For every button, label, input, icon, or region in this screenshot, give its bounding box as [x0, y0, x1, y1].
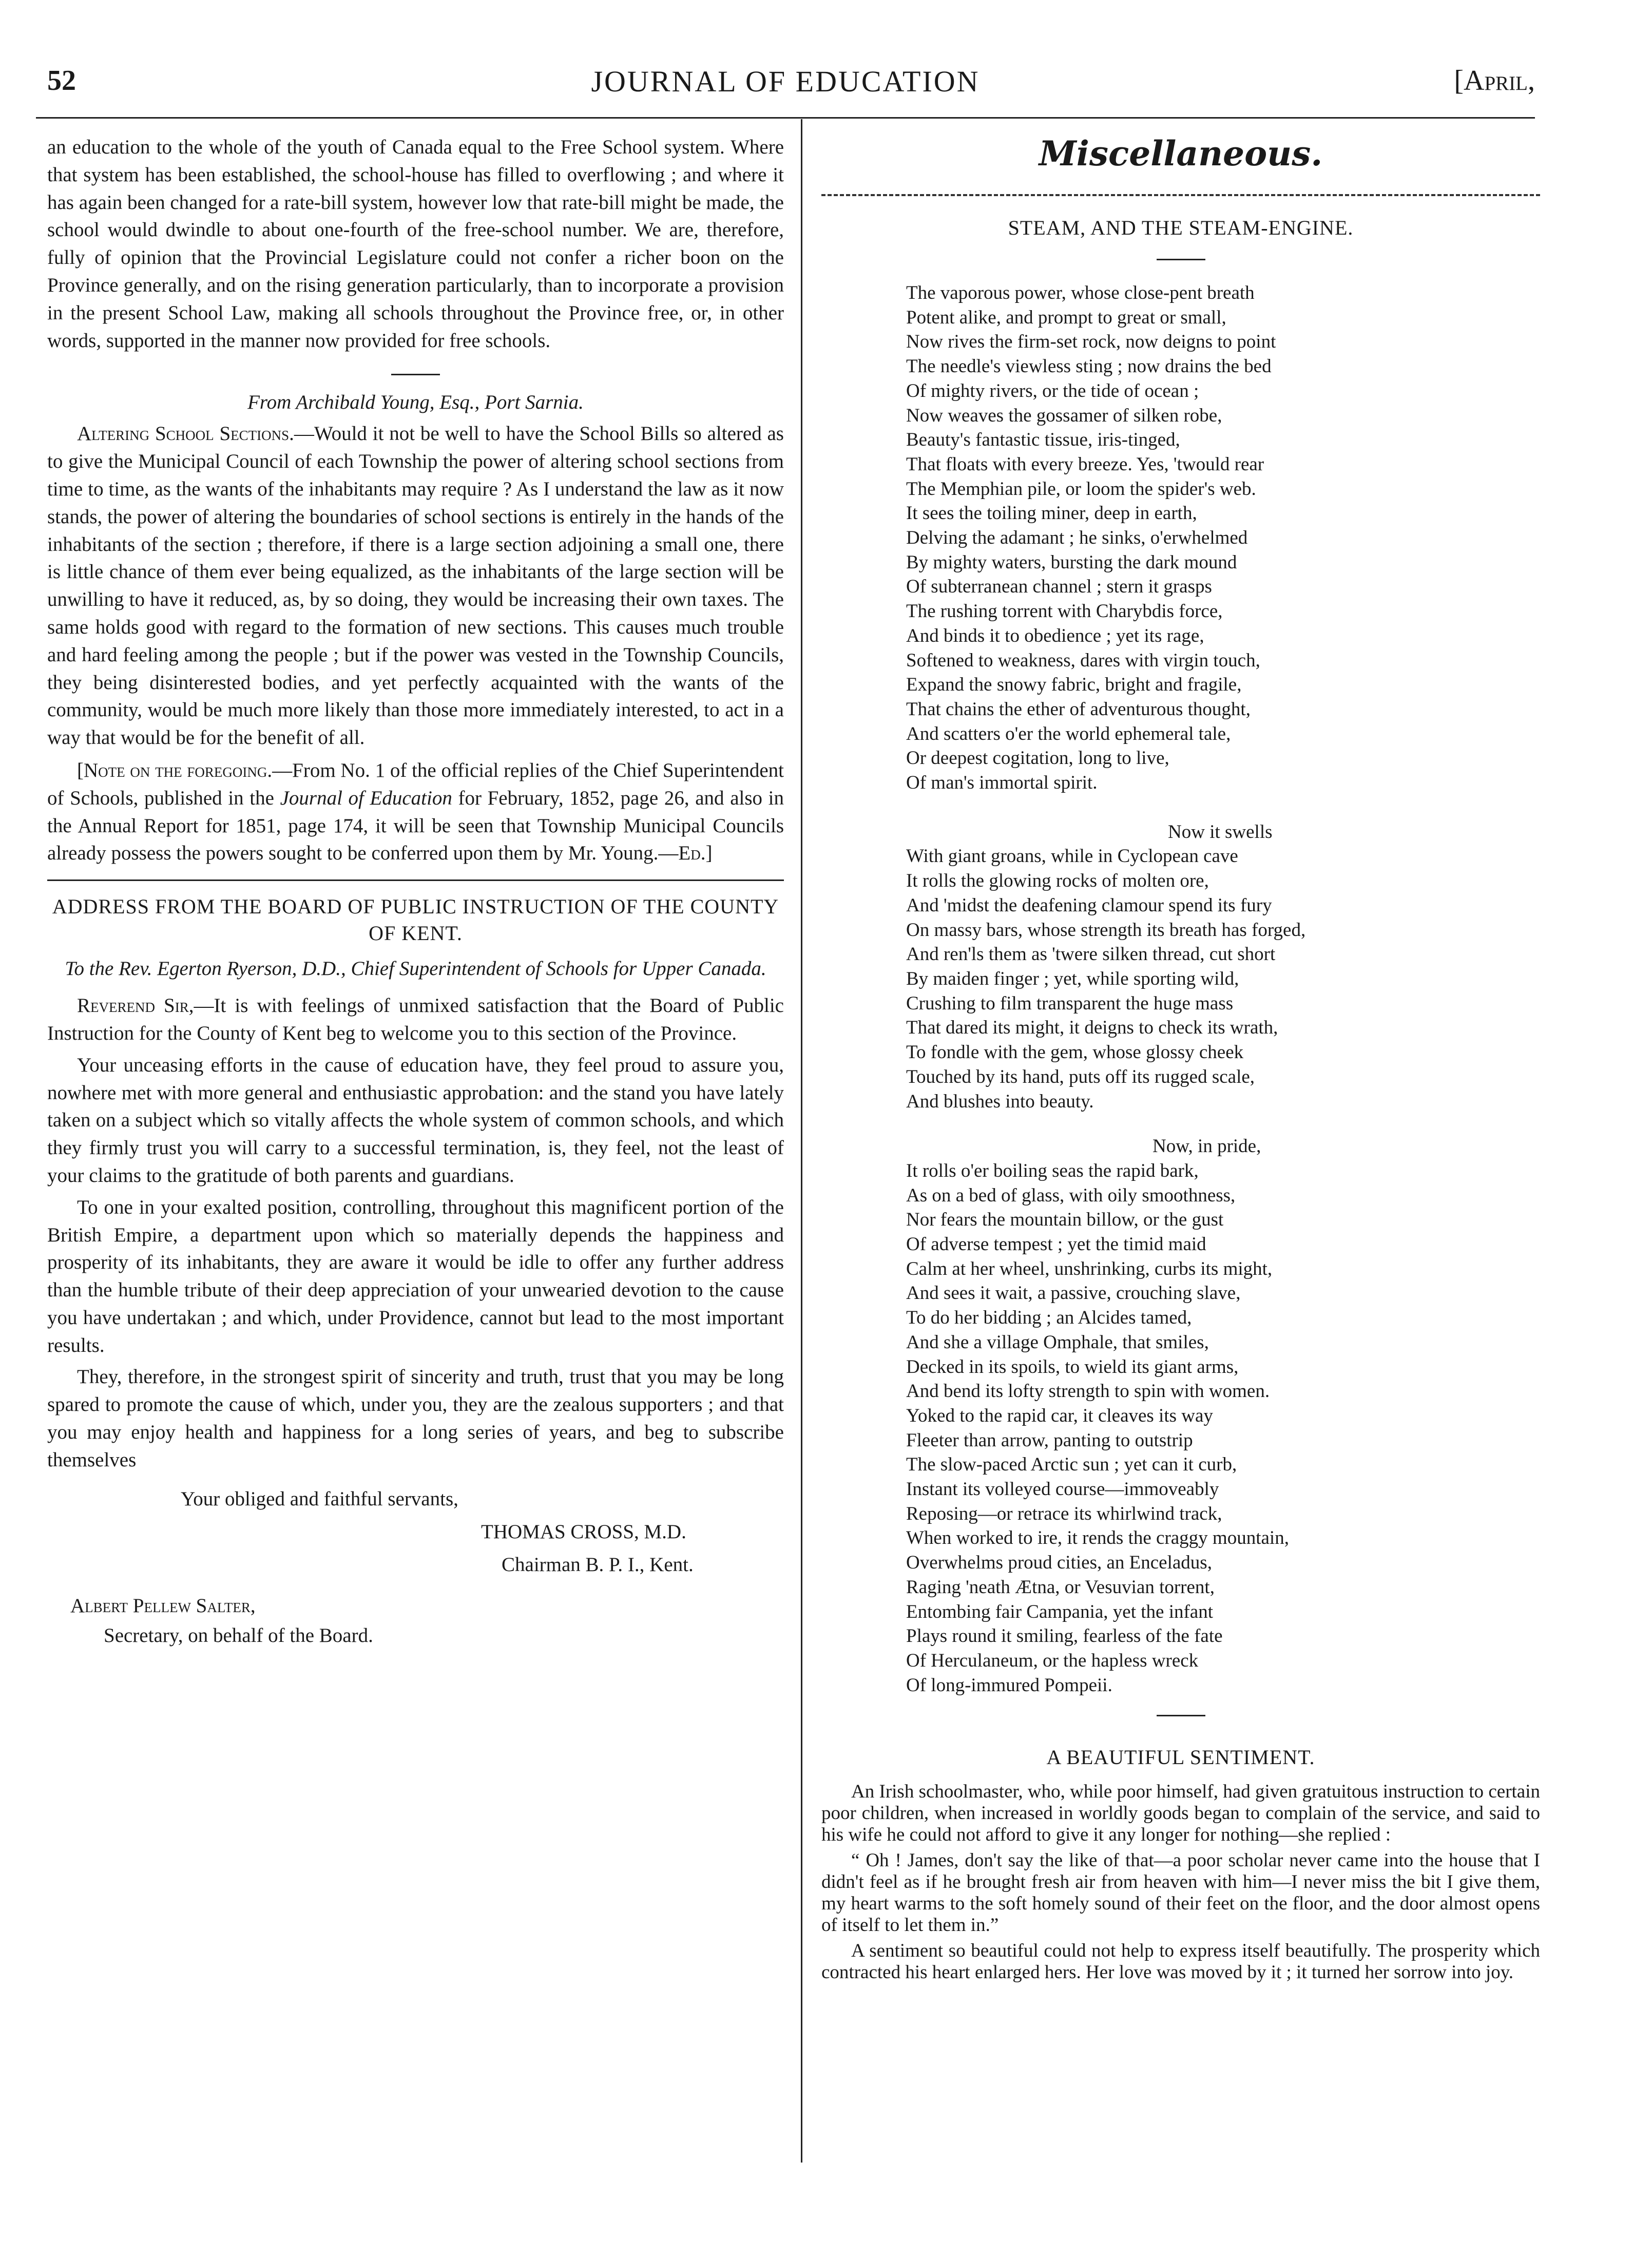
poem-stanza-1: The vaporous power, whose close-pent breath Potent alike, and prompt to great or small, Now rives the firm-set rock, now deigns to point The needle's viewless sting ; now drains the bed Of mighty rivers, or the tide of ocean ; Now weaves the gossamer of silken robe, Beauty's fantastic tissue, iris-tinged, That floats with every breeze. Yes, 'twould rear The Memphian pile, or loom the spider's web. It sees the toiling miner, deep in earth, Delving the adamant ; he sinks, o'erwhelmed By mighty waters, bursting the dark mound Of subterranean channel ; stern it grasps The rushing torrent with Charybdis force, And binds it to obedience ; yet its rage, Softened to weakness, dares with virgin touch, Expand the snowy fabric, bright and fragile, That chains the ether of adventurous thought, And scatters o'er the world ephemeral tale, Or deepest cogitation, long to live, Of man's immortal spirit.	[906, 282, 1276, 794]
sentiment-paragraph-3: A sentiment so beautiful could not help to express itself beautifully. The prosperity which contracted his heart enlarged hers. Her love was moved by it ; it turned her sorrow into joy.	[821, 1940, 1540, 1983]
poem-stanza-3-opening: Now, in pride,	[1152, 1136, 1261, 1157]
address-heading: ADDRESS FROM THE BOARD OF PUBLIC INSTRUCTION OF THE COUNTY OF KENT.	[52, 895, 779, 945]
page-header	[36, 64, 1535, 113]
poem-stanza-2: With giant groans, while in Cyclopean cave It rolls the glowing rocks of molten ore, And 'midst the deafening clamour spend its fury On massy bars, whose strength its breath has forged, And ren'ls them as 'twere silken thread, cut short By maiden finger ; yet, while sporting wild, Crushing to film transparent the huge mass That dared its might, it deigns to check its wrath, To fondle with the gem, whose glossy cheek Touched by its hand, puts off its rugged scale, And blushes into beauty.	[906, 846, 1306, 1112]
poem-end-rule	[1157, 1715, 1205, 1716]
address-paragraph-2: Your unceasing efforts in the cause of education have, they feel proud to assure you, nowhere met with more general and enthusiastic approbation: and the stand you have lately taken on a subject which so vitally affects the whole system of common schools, and which they firmly trust you will carry to a successful termination, is, they feel, not the least of your claims to the gratitude of both parents and guardians.	[47, 1054, 784, 1187]
sentiment-title: A BEAUTIFUL SENTIMENT.	[1046, 1746, 1315, 1769]
journal-title: JOURNAL OF EDUCATION	[591, 65, 980, 98]
sentiment-paragraph-1: An Irish schoolmaster, who, while poor himself, had given gratuitous instruction to certain poor children, when increased in worldly goods began to complain of the service, and said to his wife he could not afford to give it any longer for nothing—she replied :	[821, 1781, 1540, 1846]
address-dedication: To the Rev. Egerton Ryerson, D.D., Chief Superintendent of Schools for Upper Canada.	[65, 958, 766, 980]
poem-stanza-2-opening: Now it swells	[1168, 821, 1273, 843]
note-bracket-close: ]	[705, 842, 713, 865]
section-rule	[391, 374, 440, 375]
right-column	[821, 133, 1540, 1983]
letter-lead-in: Altering School Sections.	[77, 423, 294, 445]
opening-paragraph: an education to the whole of the youth of Canada equal to the Free School system. Where that system has been established, the school-house has filled to overflowing ; and where it has again been changed for a rate-bill system, however low that rate-bill might be made, the school would dwindle to about one-fourth of the free-school number. We are, therefore, fully of opinion that the Provincial Legislature could not confer a richer boon on the Province generally, and on the rising generation particularly, than to incorporate a provision in the present School Law, making all schools throughout the Province free, or, in other words, supported in the manner now provided for free schools.	[47, 136, 784, 352]
left-column	[47, 133, 784, 1650]
column-divider	[801, 119, 802, 2163]
secretary-title: Secretary, on behalf of the Board.	[104, 1624, 373, 1647]
miscellaneous-rule	[821, 194, 1540, 196]
miscellaneous-heading: Miscellaneous.	[1039, 133, 1323, 174]
signer-name: THOMAS CROSS, M.D.	[481, 1520, 686, 1543]
address-paragraph-1	[47, 992, 784, 1047]
note-text-2: for February, 1852, page 26, and also in the Annual Report for 1851, page 174, it will be seen that Township Municipal Councils already possess the powers sought to be conferred upon them by Mr. Young.—	[47, 787, 784, 865]
address-top-rule	[47, 879, 784, 881]
poem-stanza-3: It rolls o'er boiling seas the rapid bark, As on a bed of glass, with oily smoothness, Nor fears the mountain billow, or the gust Of adverse tempest ; yet the timid maid Calm at her wheel, unshrinking, curbs its might, And sees it wait, a passive, crouching slave, To do her bidding ; an Alcides tamed, And she a village Omphale, that smiles, Decked in its spoils, to wield its giant arms, And bend its lofty strength to spin with women. Yoked to the rapid car, it cleaves its way Fleeter than arrow, panting to outstrip The slow-paced Arctic sun ; yet can it curb, Instant its volleyed course—immoveably Reposing—or retrace its whirlwind track, When worked to ire, it rends the craggy mountain, Overwhelms proud cities, an Enceladus, Raging 'neath Ætna, or Vesuvian torrent, Entombing fair Campania, yet the infant Plays round it smiling, fearless of the fate Of Herculaneum, or the hapless wreck Of long-immured Pompeii.	[906, 1160, 1289, 1696]
secretary-name: Albert Pellew Salter,	[70, 1594, 256, 1617]
poem-title: STEAM, AND THE STEAM-ENGINE.	[1008, 216, 1354, 239]
page-number: 52	[47, 65, 76, 97]
address-paragraph-4: They, therefore, in the strongest spirit of sincerity and truth, trust that you may be long spared to promote the cause of which, under you, they are the zealous supporters ; and that you may enjoy health and happiness for a long series of years, and beg to subscribe themselves	[47, 1366, 784, 1471]
letter-text: —Would it not be well to have the School Bills so altered as to give the Municipal Council of each Township the power of altering school sections from time to time, as the wants of the inhabitants may require ? As I understand the law as it now stands, the power of altering the boundaries of school sections is entirely in the hands of the inhabitants of the section ; therefore, if there is a large section adjoining a small one, there is little chance of them ever being equalized, as the inhabitants of the large section will be unwilling to have it reduced, as, by so doing, they would be increasing their own taxes. The same holds good with regard to the formation of new sections. This causes much trouble and hard feeling among the people ; but if the power was vested in the Township Councils, they being disinterested bodies, and yet perfectly acquainted with the wants of the community, would be much more likely than those more immediately interested, to act in a way that would be for the benefit of all.	[47, 423, 784, 749]
note-text-1: —From No. 1 of the official replies of the Chief Superintendent of Schools, published in the	[47, 759, 784, 809]
young-letter-body	[47, 420, 784, 752]
note-lead-in: Note on the foregoing.	[84, 759, 273, 781]
sentiment-paragraph-2: “ Oh ! James, don't say the like of that—a poor scholar never came into the house that I didn't feel as if he brought fresh air from heaven with him—I never miss the bit I give them, my heart warms to the soft homely sound of their feet on the floor, and the door almost opens of itself to let them in.”	[821, 1850, 1540, 1936]
poem-title-rule	[1157, 259, 1205, 260]
note-editor: Ed.	[678, 842, 706, 865]
address-salutation: Reverend Sir,	[77, 994, 194, 1017]
editor-note	[47, 757, 784, 867]
address-p1-text: —It is with feelings of unmixed satisfaction that the Board of Public Instruction for the County of Kent beg to welcome you to this section of the Province.	[47, 994, 784, 1044]
signer-title: Chairman B. P. I., Kent.	[502, 1553, 694, 1576]
note-journal-name: Journal of Education	[280, 787, 452, 809]
letter-byline: From Archibald Young, Esq., Port Sarnia.	[247, 391, 584, 414]
header-rule	[36, 117, 1535, 119]
note-bracket-open: [	[77, 759, 84, 781]
address-closing: Your obliged and faithful servants,	[181, 1487, 458, 1510]
issue-month: [April,	[1454, 65, 1535, 97]
address-paragraph-3: To one in your exalted position, controlling, throughout this magnificent portion of the British Empire, a department upon which so materially depends the happiness and prosperity of its inhabitants, they are aware it would be idle to offer any further address than the humble tribute of their deep appreciation of your unwearied devotion to the cause you have undertakan ; and which, under Providence, cannot but lead to the most important results.	[47, 1196, 784, 1356]
